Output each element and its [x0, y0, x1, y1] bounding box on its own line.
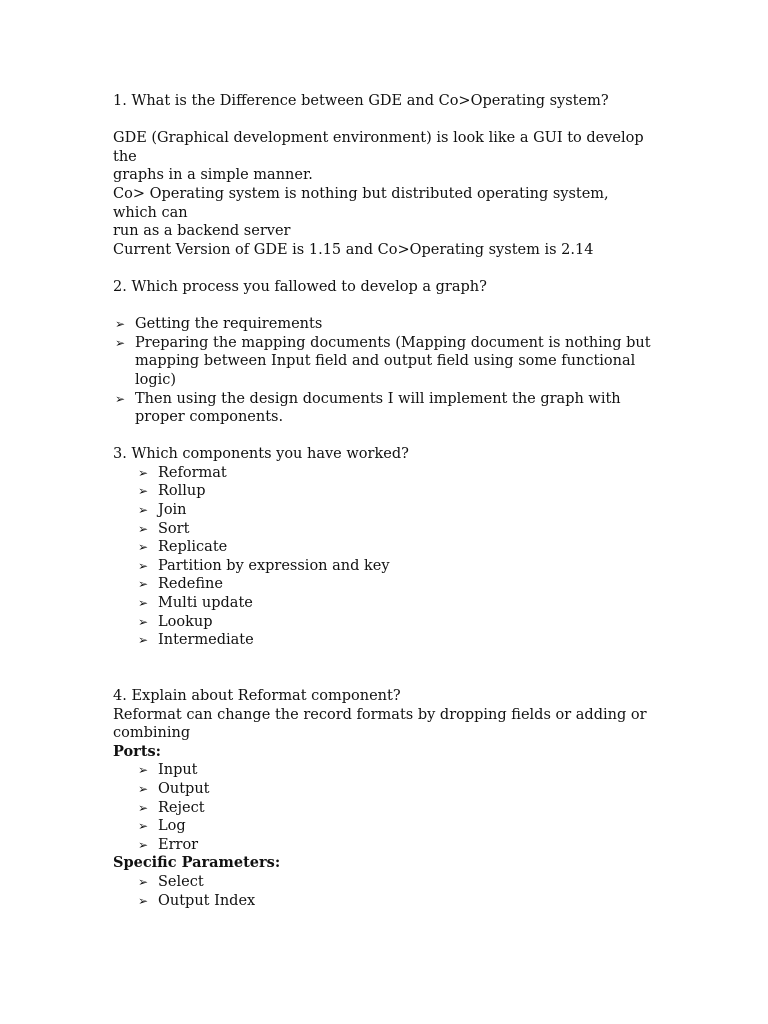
list-item: ➢ Then using the design documents I will implement the graph with proper components.	[114, 390, 621, 426]
document-page	[113, 92, 653, 910]
arrow-bullet-icon: ➢	[137, 837, 149, 852]
list-item: ➢ Input	[137, 762, 198, 779]
arrow-bullet-icon: ➢	[137, 540, 149, 555]
answer-1-line: run as a backend server	[113, 223, 291, 240]
list-item: ➢ Log	[137, 818, 186, 835]
arrow-bullet-icon: ➢	[137, 874, 149, 889]
list-item: ➢ Rollup	[137, 483, 206, 500]
list-item: ➢ Select	[137, 873, 204, 890]
arrow-bullet-icon: ➢	[114, 335, 126, 350]
arrow-bullet-icon: ➢	[137, 763, 149, 778]
arrow-bullet-icon: ➢	[137, 614, 149, 629]
question-4: 4. Explain about Reformat component?	[113, 688, 401, 704]
list-item: ➢ Intermediate	[137, 632, 254, 649]
list-item: ➢ Multi update	[137, 595, 253, 612]
arrow-bullet-icon: ➢	[137, 893, 149, 908]
arrow-bullet-icon: ➢	[137, 781, 149, 796]
arrow-bullet-icon: ➢	[137, 596, 149, 611]
list-item: ➢ Error	[137, 836, 199, 853]
question-3: 3. Which components you have worked?	[113, 446, 409, 463]
components-list	[113, 464, 653, 650]
answer-4-line: Reformat can change the record formats by dropping fields or adding or	[113, 706, 647, 723]
question-2: 2. Which process you fallowed to develop a graph?	[113, 278, 487, 295]
question-1: 1. What is the Difference between GDE and Co>Operating system?	[113, 93, 609, 109]
list-item: ➢ Output	[137, 780, 210, 797]
list-item: ➢ Preparing the mapping documents (Mapping document is nothing but mapping between Input field and output field using some functional logic)	[114, 334, 651, 388]
list-item: ➢ Reject	[137, 799, 205, 816]
list-item: ➢ Output Index	[137, 892, 256, 909]
params-list	[113, 873, 653, 910]
answer-1-line: graphs in a simple manner.	[113, 167, 313, 184]
list-item: ➢ Lookup	[137, 613, 213, 630]
list-item: ➢ Reformat	[137, 464, 227, 481]
process-list	[113, 315, 653, 427]
list-item: ➢ Redefine	[137, 576, 223, 593]
list-item: ➢ Getting the requirements	[114, 316, 323, 333]
arrow-bullet-icon: ➢	[137, 633, 149, 648]
arrow-bullet-icon: ➢	[137, 503, 149, 518]
answer-1-line: Co> Operating system is nothing but distributed operating system, which can	[113, 185, 609, 221]
arrow-bullet-icon: ➢	[114, 391, 126, 406]
arrow-bullet-icon: ➢	[137, 800, 149, 815]
arrow-bullet-icon: ➢	[137, 465, 149, 480]
ports-list	[113, 761, 653, 854]
list-item: ➢ Sort	[137, 520, 190, 537]
arrow-bullet-icon: ➢	[137, 577, 149, 592]
arrow-bullet-icon: ➢	[114, 317, 126, 332]
list-item: ➢ Replicate	[137, 539, 228, 556]
arrow-bullet-icon: ➢	[137, 521, 149, 536]
answer-1-line: Current Version of GDE is 1.15 and Co>Operating system is 2.14	[113, 241, 594, 258]
list-item: ➢ Join	[137, 502, 187, 519]
answer-4-line: combining	[113, 725, 191, 742]
arrow-bullet-icon: ➢	[137, 819, 149, 834]
params-heading: Specific Parameters:	[113, 854, 281, 872]
list-item: ➢ Partition by expression and key	[137, 557, 390, 574]
arrow-bullet-icon: ➢	[137, 484, 149, 499]
ports-heading: Ports:	[113, 742, 162, 760]
answer-1-line: GDE (Graphical development environment) is look like a GUI to develop the	[113, 130, 644, 165]
arrow-bullet-icon: ➢	[137, 558, 149, 573]
